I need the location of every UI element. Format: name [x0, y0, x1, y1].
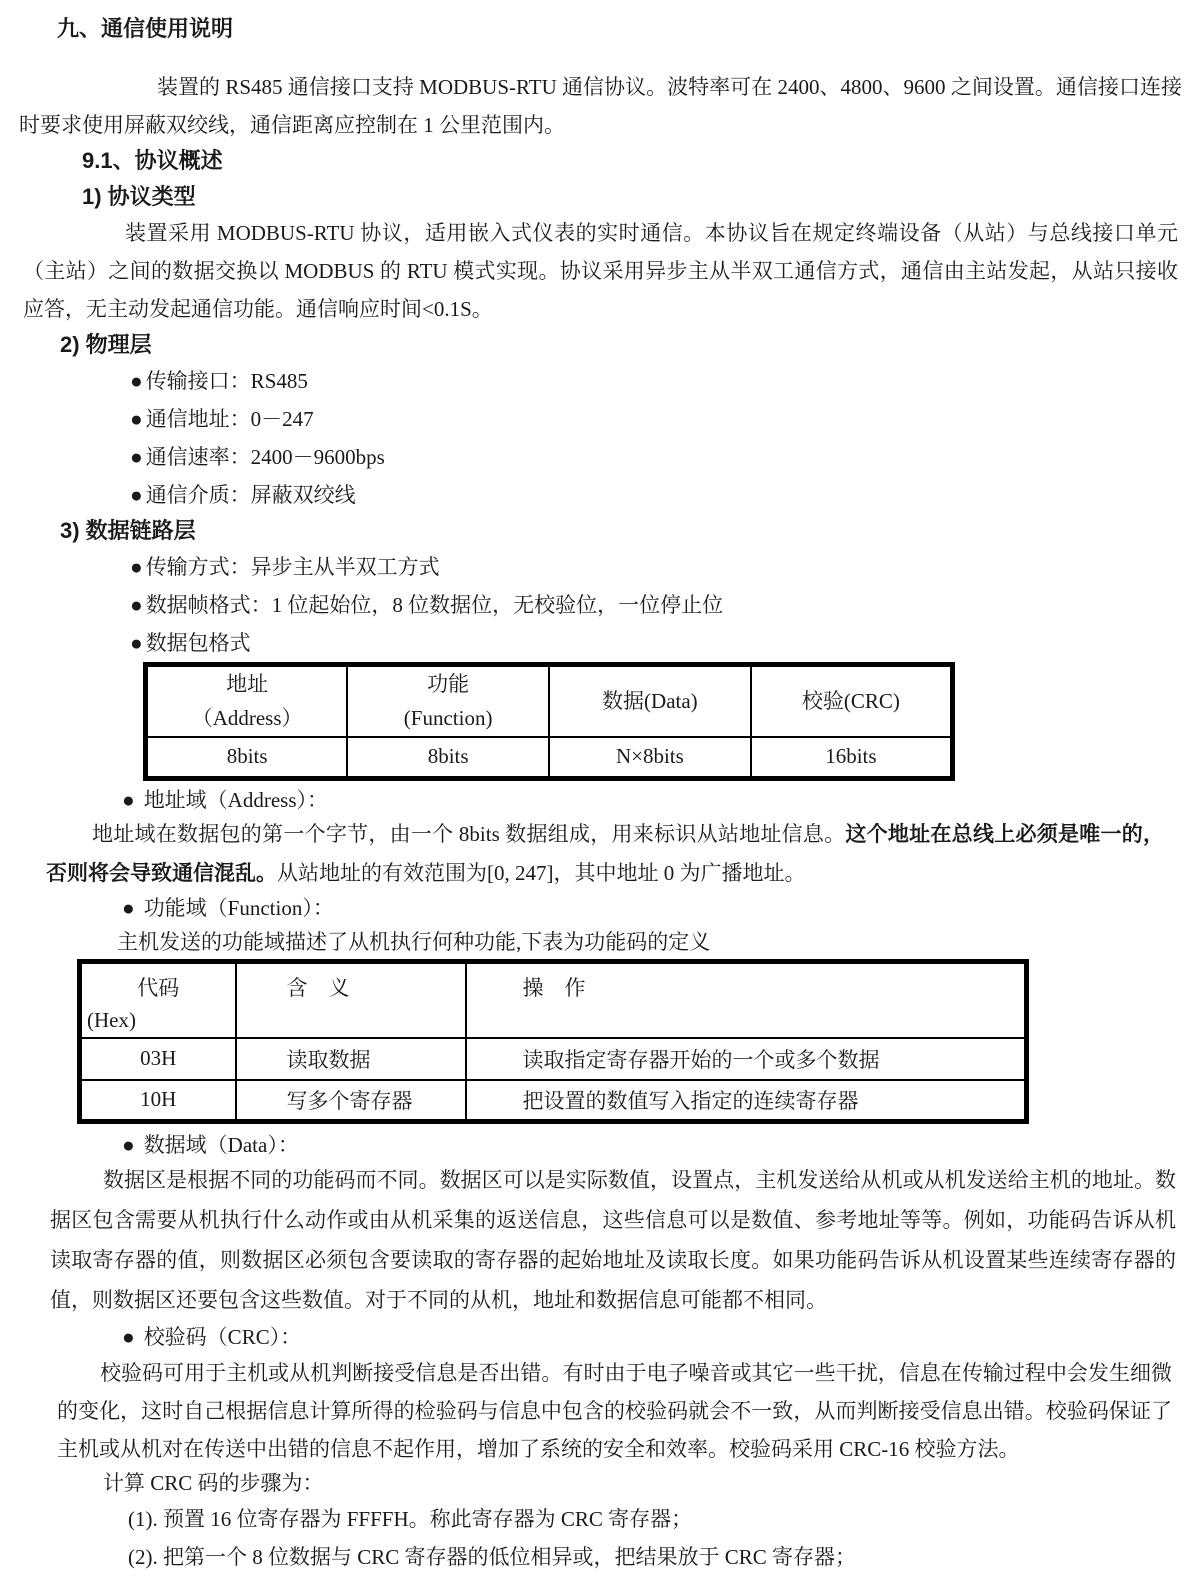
- table-header-row: [146, 665, 953, 737]
- address-field-heading: [122, 785, 1200, 815]
- header-line: (Hex): [87, 1008, 136, 1032]
- paragraph-text: 从站地址的有效范围为[0, 247]，其中地址 0 为广播地址。: [277, 861, 806, 885]
- header-line: 地址: [226, 672, 269, 697]
- subsection-title-protocol-type: 1) 协议类型: [82, 184, 196, 209]
- list-item-label: 通信地址：0－247: [145, 407, 314, 431]
- list-item-label: 传输方式：异步主从半双工方式: [145, 555, 440, 579]
- list-item: [130, 438, 1200, 476]
- table-row: [80, 1080, 1027, 1122]
- address-field-title: 地址域（Address）：: [143, 788, 329, 812]
- table-data-cell: 写多个寄存器: [236, 1080, 466, 1122]
- table-header-cell: 操 作: [466, 962, 1027, 1038]
- crc-field-heading: [122, 1322, 1200, 1352]
- subsection-title-physical-layer: 2) 物理层: [60, 332, 152, 357]
- protocol-type-paragraph: 装置采用 MODBUS-RTU 协议，适用嵌入式仪表的实时通信。本协议旨在规定终端设备（从站）与总线接口单元（主站）之间的数据交换以 MODBUS 的 RTU 模式实现。协议采用异步主从半双工通信方式，通信由主站发起，从站只接收应答，无主动发起通信功能。通信响应时间<0.1S。: [23, 221, 1178, 321]
- bullet-icon: ●: [122, 788, 135, 812]
- intro-paragraph: 装置的 RS485 通信接口支持 MODBUS-RTU 通信协议。波特率可在 2400、4800、9600 之间设置。通信接口连接时要求使用屏蔽双绞线，通信距离应控制在 1 公里范围内。: [19, 75, 1182, 137]
- data-field-heading: [122, 1130, 1200, 1160]
- bullet-icon: ●: [130, 445, 143, 469]
- table-data-cell: 读取数据: [236, 1038, 466, 1080]
- table-header-row: [80, 962, 1027, 1038]
- header-line: 功能: [427, 672, 470, 697]
- function-field-heading: [122, 893, 1200, 923]
- crc-step-2: (2). 把第一个 8 位数据与 CRC 寄存器的低位相异或，把结果放于 CRC 寄存器；: [128, 1545, 857, 1569]
- data-link-layer-list: [130, 548, 1200, 662]
- table-header-cell: [80, 962, 236, 1038]
- bullet-icon: ●: [122, 1325, 135, 1349]
- list-item: [130, 362, 1200, 400]
- document-page: [0, 14, 1200, 1584]
- bullet-icon: ●: [122, 1133, 135, 1157]
- table-row: [146, 737, 953, 779]
- list-item: [130, 476, 1200, 514]
- table-header-cell: [146, 665, 348, 737]
- function-intro-line: 主机发送的功能域描述了从机执行何种功能,下表为功能码的定义: [117, 930, 711, 954]
- table-data-cell: 03H: [80, 1038, 236, 1080]
- list-item-label: 数据帧格式：1 位起始位，8 位数据位，无校验位，一位停止位: [145, 593, 724, 617]
- list-item: [130, 548, 1200, 586]
- table-data-cell: 16bits: [751, 737, 953, 779]
- packet-format-table: [143, 662, 955, 781]
- function-code-table: [77, 959, 1029, 1124]
- function-field-title: 功能域（Function）：: [143, 896, 334, 920]
- list-item: [130, 624, 1200, 662]
- physical-layer-list: [130, 362, 1200, 514]
- list-item: [130, 400, 1200, 438]
- table-header-cell: 数据(Data): [549, 665, 751, 737]
- subsection-title-data-link-layer: 3) 数据链路层: [60, 518, 196, 543]
- table-data-cell: 8bits: [146, 737, 348, 779]
- paragraph-bold-text: 这个地址在总线上必须是唯一的，否则将会导致通信混乱。: [46, 823, 1165, 885]
- table-data-cell: 读取指定寄存器开始的一个或多个数据: [466, 1038, 1027, 1080]
- table-header-cell: 校验(CRC): [751, 665, 953, 737]
- bullet-icon: ●: [130, 369, 143, 393]
- table-data-cell: 把设置的数值写入指定的连续寄存器: [466, 1080, 1027, 1122]
- header-line: 代码: [137, 976, 180, 1000]
- list-item-label: 传输接口：RS485: [145, 369, 308, 393]
- crc-step-1: (1). 预置 16 位寄存器为 FFFFH。称此寄存器为 CRC 寄存器；: [128, 1507, 693, 1531]
- table-data-cell: N×8bits: [549, 737, 751, 779]
- section-title-9-1: 9.1、协议概述: [82, 148, 223, 173]
- crc-field-title: 校验码（CRC）：: [143, 1325, 302, 1349]
- crc-steps-intro: 计算 CRC 码的步骤为：: [103, 1471, 324, 1495]
- table-header-cell: 含 义: [236, 962, 466, 1038]
- header-line: (Function): [403, 706, 493, 731]
- data-field-title: 数据域（Data）：: [143, 1133, 299, 1157]
- crc-paragraph: 校验码可用于主机或从机判断接受信息是否出错。有时由于电子噪音或其它一些干扰，信息在传输过程中会发生细微的变化，这时自己根据信息计算所得的检验码与信息中包含的校验码就会不一致，从而判断接受信息出错。校验码保证了主机或从机对在传送中出错的信息不起作用，增加了系统的安全和效率。校验码采用 CRC-16 校验方法。: [57, 1361, 1172, 1461]
- bullet-icon: ●: [130, 483, 143, 507]
- header-line: （Address）: [191, 706, 303, 731]
- section-title-main: 九、通信使用说明: [57, 16, 234, 41]
- bullet-icon: ●: [130, 407, 143, 431]
- paragraph-text: 地址域在数据包的第一个字节，由一个 8bits 数据组成，用来标识从站地址信息。: [92, 822, 846, 846]
- list-item: [130, 586, 1200, 624]
- address-paragraph: [46, 815, 1164, 893]
- list-item-label: 通信速率：2400－9600bps: [145, 445, 385, 469]
- data-paragraph: 数据区是根据不同的功能码而不同。数据区可以是实际数值，设置点，主机发送给从机或从机发送给主机的地址。数据区包含需要从机执行什么动作或由从机采集的返送信息，这些信息可以是数值、参考地址等等。例如，功能码告诉从机读取寄存器的值，则数据区必须包含要读取的寄存器的起始地址及读取长度。如果功能码告诉从机设置某些连续寄存器的值，则数据区还要包含这些数值。对于不同的从机，地址和数据信息可能都不相同。: [50, 1168, 1176, 1312]
- table-data-cell: 8bits: [347, 737, 549, 779]
- bullet-icon: ●: [122, 896, 135, 920]
- bullet-icon: ●: [130, 555, 143, 579]
- table-header-cell: [347, 665, 549, 737]
- table-data-cell: 10H: [80, 1080, 236, 1122]
- bullet-icon: ●: [130, 631, 143, 655]
- bullet-icon: ●: [130, 593, 143, 617]
- table-row: [80, 1038, 1027, 1080]
- list-item-label: 通信介质：屏蔽双绞线: [145, 483, 356, 507]
- list-item-label: 数据包格式: [145, 631, 251, 655]
